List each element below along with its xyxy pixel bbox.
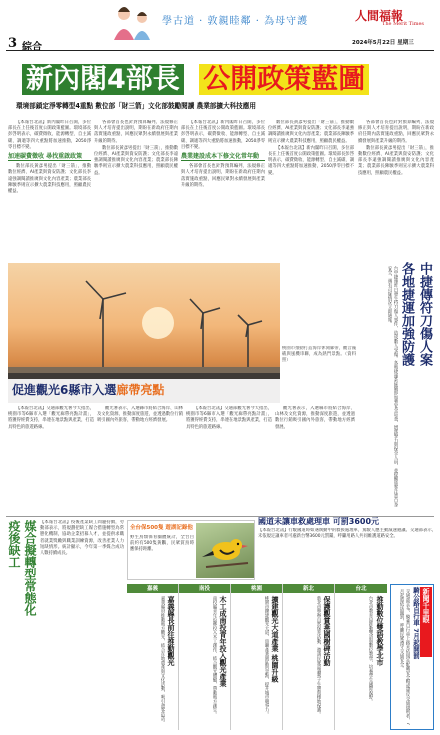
lead-paragraph-2d: 數位部長黃彥男提出「財三箭」，推動數位經濟、AI產業與資安防護；文化部長李遠強調閱讀推廣與文化內容產業；農業部長陳駿季則宣示擴大農業科技應用，照顧農民權益。 [358, 145, 434, 176]
region-body-5: 台北市教育局推動雙語與數位教學，培養學生國際視野。 [368, 596, 373, 704]
regional-news [127, 584, 387, 730]
regional-col-5 [335, 584, 387, 730]
lead-paragraph-3: 各部會首長也針對預算編列、法規修正與人才培育提出說明，期盼在新政府任期內落實施政重點，回應民眾對永續發展與產業升級的期待。 [94, 120, 178, 144]
region-headline-3: 擴建觀光大道產業 桃園升級 [271, 596, 279, 683]
lead-column-3 [181, 120, 265, 262]
region-headline-4: 保護觀賞燕國樹碑活動 [323, 596, 331, 666]
tourism-column-3 [186, 406, 272, 514]
header-art-caption: 學古道 · 敦親睦鄰 · 為母守護 [162, 16, 309, 27]
paper-logo-icon [355, 5, 433, 23]
page-header [0, 0, 440, 52]
tourism-p2: 觀光署表示，入選縣市將結合海岸、山林及文化資源，推動深度旅遊，並透過數位行銷吸引國內外旅客，帶動地方經濟發展。 [97, 406, 183, 424]
regional-col-4 [283, 584, 335, 730]
bird-label: 全台保500隻 遊湖記錄他 [130, 525, 193, 531]
lead-subhead-2: 農業建設成本下修文化常年動 [181, 154, 265, 161]
photo-caption-banner [8, 379, 280, 403]
vertical-story-head1: 中捷傳符刀傷人案 [417, 262, 432, 366]
tourism-column-4 [275, 406, 355, 514]
lead-column-2 [94, 120, 178, 262]
lead-paragraph-1b: 【本報台北訊】新內閣昨日召開，多位部長在上任後首度公開政策藍圖。環境部長彭啓明表示，碳費徵收、能源轉型、自主減碳、調適等四大重點將加速推動，2050淨零目標不變。 [181, 120, 265, 150]
vertical-story-body: 台中捷運昨日發生持刀傷人事件，造成數人受傷。各地捷運系統隨即加強安全巡查，增派警力與保全人員，並提醒旅客注意自身安全，遇有可疑情況立即通報。 [387, 266, 398, 507]
vertical-story-head2: 各地捷運加強防護 [399, 262, 414, 366]
tourism-column-1 [8, 406, 94, 514]
region-body-3: 桃園市擴建觀光大道，串聯產業園區與景點，提升城市競爭力。 [264, 596, 269, 717]
headline-subtitle: 環境部鎖定淨零轉型4重點 數位部「財三箭」文化部鼓勵閱讀 農業部擴大科技應用 [16, 102, 256, 110]
photo-caption-title-a: 促進觀光6縣市入選 [12, 383, 117, 397]
region-label-1: 嘉義 [146, 586, 158, 592]
caretaker-vhead1: 疫後缺工 [7, 520, 21, 568]
highway-story-head: 國道未讓車救處理車 可罰3600元 [258, 517, 380, 526]
regional-col-2 [179, 584, 231, 730]
region-body-1: 嘉義縣府推動地方觀光，結合在地農產與文化活動，吸引遊客造訪。 [160, 596, 165, 725]
lead-paragraph-3c: 各部會首長也針對預算編列、法規修正與人才培育提出說明，期盼在新政府任期內落實施政重點，回應民眾對永續發展與產業升級的期待。 [358, 120, 434, 144]
headline-part1: 新內閣4部長 [22, 64, 184, 95]
region-headline-1: 嘉義縣長前往推動觀光 [167, 596, 175, 666]
highway-story-body: 【本報台北訊】行駛國道時如遇執勤中的救援處理車，駕駛人應主動減速避讓。交通部表示，未依規定讓車者可處新台幣3600元罰鍰，呼籲用路人共同維護道路安全。 [258, 528, 436, 540]
lead-column-1 [8, 120, 91, 262]
page-number: 3 [8, 36, 18, 51]
lead-paragraph-2b: 數位部長黃彥男提出「財三箭」，推動數位經濟、AI產業與資安防護；文化部長李遠強調閱讀推廣與文化內容產業；農業部長陳駿季則宣示擴大農業科技應用，照顧農民權益。 [94, 145, 178, 176]
lead-paragraph-2c: 數位部長黃彥男提出「財三箭」，推動數位經濟、AI產業與資安防護；文化部長李遠強調閱讀推廣與文化內容產業；農業部長陳駿季則宣示擴大農業科技應用，照顧農民權益。 [268, 120, 354, 144]
lead-column-5 [358, 120, 434, 262]
region-label-4: 新北 [302, 586, 314, 592]
lead-subhead-1: 加速碳費徵收 尋找重啟政策 [8, 154, 91, 161]
section-label: 綜合 [22, 42, 42, 53]
region-body-4: 新北市舉辦自然保育活動，邀請民眾認識燕子生態與棲地保護。 [316, 596, 321, 717]
issue-date: 2024年5月22日 星期三 [352, 40, 414, 46]
right-strip-label: 新聞千里眼 [420, 587, 432, 657]
region-headline-2: 木工成南投青年投入觀光產業 [219, 596, 227, 687]
right-strip-body: 交通部宣布，騎乘自行車上路未依規定配戴安全帽或違反交通規則者，7月起將依法開罰，呼籲民眾遵守交通安全。 [399, 589, 410, 726]
paper-name-cn: 人間福報 [355, 9, 404, 23]
right-strip-head: 騎公路自行車 7月起開罰 [412, 587, 420, 659]
region-label-5: 台北 [355, 586, 367, 592]
lead-column-4 [268, 120, 354, 262]
regional-col-1 [127, 584, 179, 730]
regional-col-3 [231, 584, 283, 730]
region-body-2: 南投縣青年返鄉投入木工創作，結合觀光體驗，帶動地方創生。 [212, 596, 217, 717]
mother-child-illustration-icon [104, 0, 164, 40]
caretaker-vhead2: 媒合擬轉型常態化 [23, 520, 37, 616]
photo-caption-title [12, 381, 164, 398]
main-headline [22, 57, 422, 97]
lead-paragraph-2: 數位部長黃彥男提出「財三箭」，推動數位經濟、AI產業與資安防護；文化部長李遠強調閱讀推廣與文化內容產業；農業部長陳駿季則宣示擴大農業科技應用，照顧農民權益。 [8, 164, 91, 195]
paper-name-en: The Merit Times [382, 21, 424, 27]
photo-yellow-bird-icon [196, 523, 254, 578]
tourism-column-2 [97, 406, 183, 514]
right-strip [390, 584, 434, 730]
region-label-2: 南投 [198, 586, 210, 592]
tourism-p1b: 【本報台北訊】交通部觀光署今天指出，桃園市等6縣市入選「觀光廊帶亮點計畫」，將獲得經費支持，串連在地景點與產業，打造具特色的旅遊路線。 [186, 406, 272, 430]
tourism-p2b: 觀光署表示，入選縣市將結合海岸、山林及文化資源，推動深度旅遊，並透過數位行銷吸引國內外旅客，帶動地方經濟發展。 [275, 406, 355, 430]
photo-windmills-sunset-icon [8, 263, 280, 403]
tourism-p1: 【本報台北訊】交通部觀光署今天指出，桃園市等6縣市入選「觀光廊帶亮點計畫」，將獲得經費支持，串連在地景點與產業，打造具特色的旅遊路線。 [8, 406, 94, 430]
caretaker-body: 【本報台北訊】疫後產業缺工問題持續，勞動部表示，將規劃把缺工媒合措施轉型為常態化機制，協助企業招募人才，並提供求職者就業獎勵與職業訓練資源，改善產業人力短缺情形。統計顯示，今年第一季媒合成功人數持續成長。 [40, 520, 124, 557]
lead-paragraph-3b: 各部會首長也針對預算編列、法規修正與人才培育提出說明，期盼在新政府任期內落實施政重點，回應民眾對永續發展與產業升級的期待。 [181, 164, 265, 188]
vertical-story [358, 262, 434, 512]
headline-part2: 公開政策藍圖 [199, 64, 369, 95]
header-rule [6, 50, 434, 51]
lead-paragraph-1: 【本報台北訊】新內閣昨日召開，多位部長在上任後首度公開政策藍圖。環境部長彭啓明表示，碳費徵收、能源轉型、自主減碳、調適等四大重點將加速推動，2050淨零目標不變。 [8, 120, 91, 150]
region-headline-5: 推動數位雙語教學北市 [376, 596, 384, 666]
bird-caption: 野生鳥類保育團體統計，全台目前約有500隻黃鸝，民眾賞鳥時應保持距離。 [130, 535, 194, 553]
lead-paragraph-1c: 【本報台北訊】新內閣昨日召開，多位部長在上任後首度公開政策藍圖。環境部長彭啓明表示，碳費徵收、能源轉型、自主減碳、調適等四大重點將加速推動，2050淨零目標不變。 [268, 145, 354, 176]
section-divider [6, 516, 434, 517]
photo-caption-title-b: 廊帶亮點 [116, 383, 165, 397]
bird-box [127, 520, 255, 580]
photo-side-caption: 桃園市推動打造海岸休閒廊帶，觀音藻礁與風機串聯，成為熱門景點。（資料照） [282, 346, 356, 364]
region-label-3: 桃園 [250, 586, 262, 592]
